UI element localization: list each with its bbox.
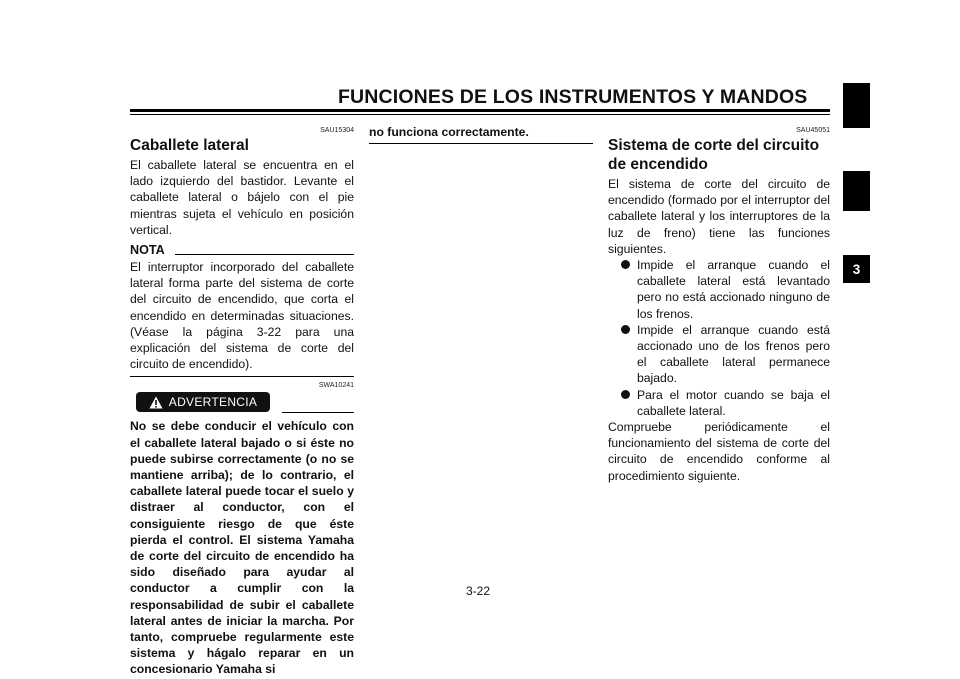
warning-heading <box>130 392 354 414</box>
bullet-icon <box>621 390 630 399</box>
header-rule-thick <box>130 109 830 112</box>
section-code: SAU15304 <box>320 127 354 134</box>
middle-column <box>369 124 593 144</box>
warning-continuation: no funciona correctamente. <box>369 125 529 139</box>
list-item <box>620 322 830 387</box>
page-header-title: FUNCIONES DE LOS INSTRUMENTOS Y MANDOS <box>338 86 808 108</box>
nota-text: El interruptor incorporado del caballete lateral forma parte del sistema de corte del circuito de encendido, que corta el encendido en determinadas situaciones. (Véase la página 3-22 para una explicación del sistema de corte del circuito de encendido). <box>130 260 354 372</box>
list-item-text: Impide el arranque cuando el caballete lateral está levantado pero no está accionado ninguno de los frenos. <box>637 258 830 321</box>
ignition-cutoff-functions <box>608 257 830 419</box>
header-rule-thin <box>130 114 830 115</box>
list-item-text: Para el motor cuando se baja el caballete lateral. <box>637 387 830 418</box>
chapter-tab-upper-2 <box>843 171 870 211</box>
nota-heading <box>130 242 354 259</box>
side-stand-paragraph: El caballete lateral se encuentra en el lado izquierdo del bastidor. Levante el caballete lateral o bájelo con el pie mientras sujeta el vehículo en posición vertical. <box>130 158 354 237</box>
list-item <box>620 257 830 322</box>
nota-end-rule <box>130 376 354 377</box>
warning-code: SWA10241 <box>318 382 354 390</box>
left-column <box>130 126 354 678</box>
chapter-tab-upper <box>843 83 870 128</box>
warning-end-rule <box>369 143 593 144</box>
section-title-side-stand: Caballete lateral <box>130 137 249 154</box>
nota-rule <box>175 254 354 255</box>
chapter-number: 3 <box>852 261 861 277</box>
warning-badge <box>136 392 270 412</box>
right-column <box>608 126 830 484</box>
bullet-icon <box>621 325 630 334</box>
section-code: SAU45051 <box>796 127 830 134</box>
ignition-cutoff-intro: El sistema de corte del circuito de encendido (formado por el interruptor del caballete lateral y los interruptores de la luz de freno) tiene las funciones siguientes. <box>608 177 830 256</box>
chapter-tab-current <box>843 255 870 283</box>
page-number: 3-22 <box>466 584 491 598</box>
warning-triangle-icon <box>149 396 163 409</box>
nota-label: NOTA <box>130 243 165 258</box>
list-item <box>620 387 830 419</box>
warning-label: ADVERTENCIA <box>168 395 258 410</box>
section-title-ignition-cutoff: Sistema de corte del circuito de encendido <box>608 137 820 173</box>
warning-rule <box>282 412 354 413</box>
bullet-icon <box>621 260 630 269</box>
warning-text: No se debe conducir el vehículo con el caballete lateral bajado o si éste no puede subirse correctamente (o no se mantiene arriba); de lo contrario, el caballete lateral puede tocar el suelo y distraer al conductor, con el consiguiente riesgo de que éste pierda el control. El sistema Yamaha de corte del circuito de encendido ha sido diseñado para ayudar al conductor a cumplir con la responsabilidad de subir el caballete lateral antes de iniciar la marcha. Por tanto, compruebe regularmente este sistema y hágalo reparar en un concesionario Yamaha si <box>130 419 354 677</box>
ignition-cutoff-outro: Compruebe periódicamente el funcionamiento del sistema de corte del circuito de encendido conforme al procedimiento siguiente. <box>608 420 830 483</box>
list-item-text: Impide el arranque cuando está accionado uno de los frenos pero el caballete lateral permanece bajado. <box>637 322 830 386</box>
